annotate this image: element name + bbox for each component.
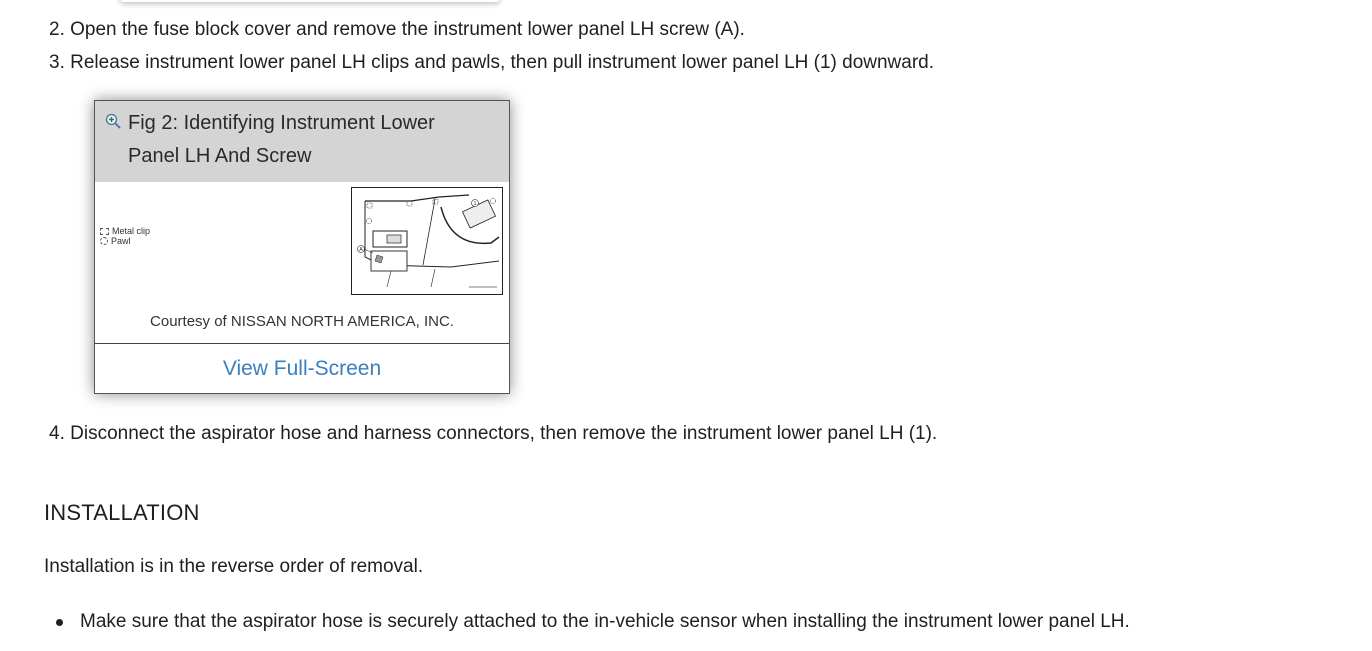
pawl-icon: [100, 237, 108, 245]
figure-header: [95, 101, 509, 182]
step-text: Disconnect the aspirator hose and harness connectors, then remove the instrument lower panel LH (1).: [70, 423, 938, 444]
metal-clip-icon: [100, 228, 109, 235]
step-2: [49, 18, 745, 42]
installation-paragraph: Installation is in the reverse order of removal.: [44, 556, 424, 577]
figure-card: [94, 100, 510, 394]
figure-courtesy: Courtesy of NISSAN NORTH AMERICA, INC.: [150, 313, 454, 330]
step-4: [49, 422, 937, 446]
step-3: [49, 51, 934, 75]
step-number: 4.: [49, 423, 65, 444]
figure-title: Fig 2: Identifying Instrument Lower Panel LH And Screw: [128, 112, 435, 167]
figure-legend: [100, 226, 150, 246]
installation-heading: INSTALLATION: [44, 500, 200, 525]
instrument-panel-diagram[interactable]: [351, 187, 503, 295]
bullet-text: Make sure that the aspirator hose is securely attached to the in-vehicle sensor when installing the instrument lower panel LH.: [80, 611, 1130, 632]
step-number: 2.: [49, 19, 65, 40]
callout-1: 1: [473, 201, 477, 207]
step-number: 3.: [49, 52, 65, 73]
step-text: Open the fuse block cover and remove the instrument lower panel LH screw (A).: [70, 19, 745, 40]
legend-metal-clip: [100, 226, 150, 236]
legend-label: Pawl: [111, 236, 131, 246]
bullet-dot-icon: [56, 619, 63, 626]
step-text: Release instrument lower panel LH clips and pawls, then pull instrument lower panel LH (1) downward.: [70, 52, 935, 73]
previous-figure-edge: [120, 0, 500, 2]
callout-a: A: [359, 247, 363, 253]
legend-pawl: [100, 236, 150, 246]
installation-bullet: [56, 611, 1130, 633]
figure-divider: [95, 343, 509, 344]
view-full-screen-link[interactable]: View Full-Screen: [222, 357, 382, 380]
legend-label: Metal clip: [112, 226, 151, 236]
zoom-icon[interactable]: [105, 113, 121, 129]
